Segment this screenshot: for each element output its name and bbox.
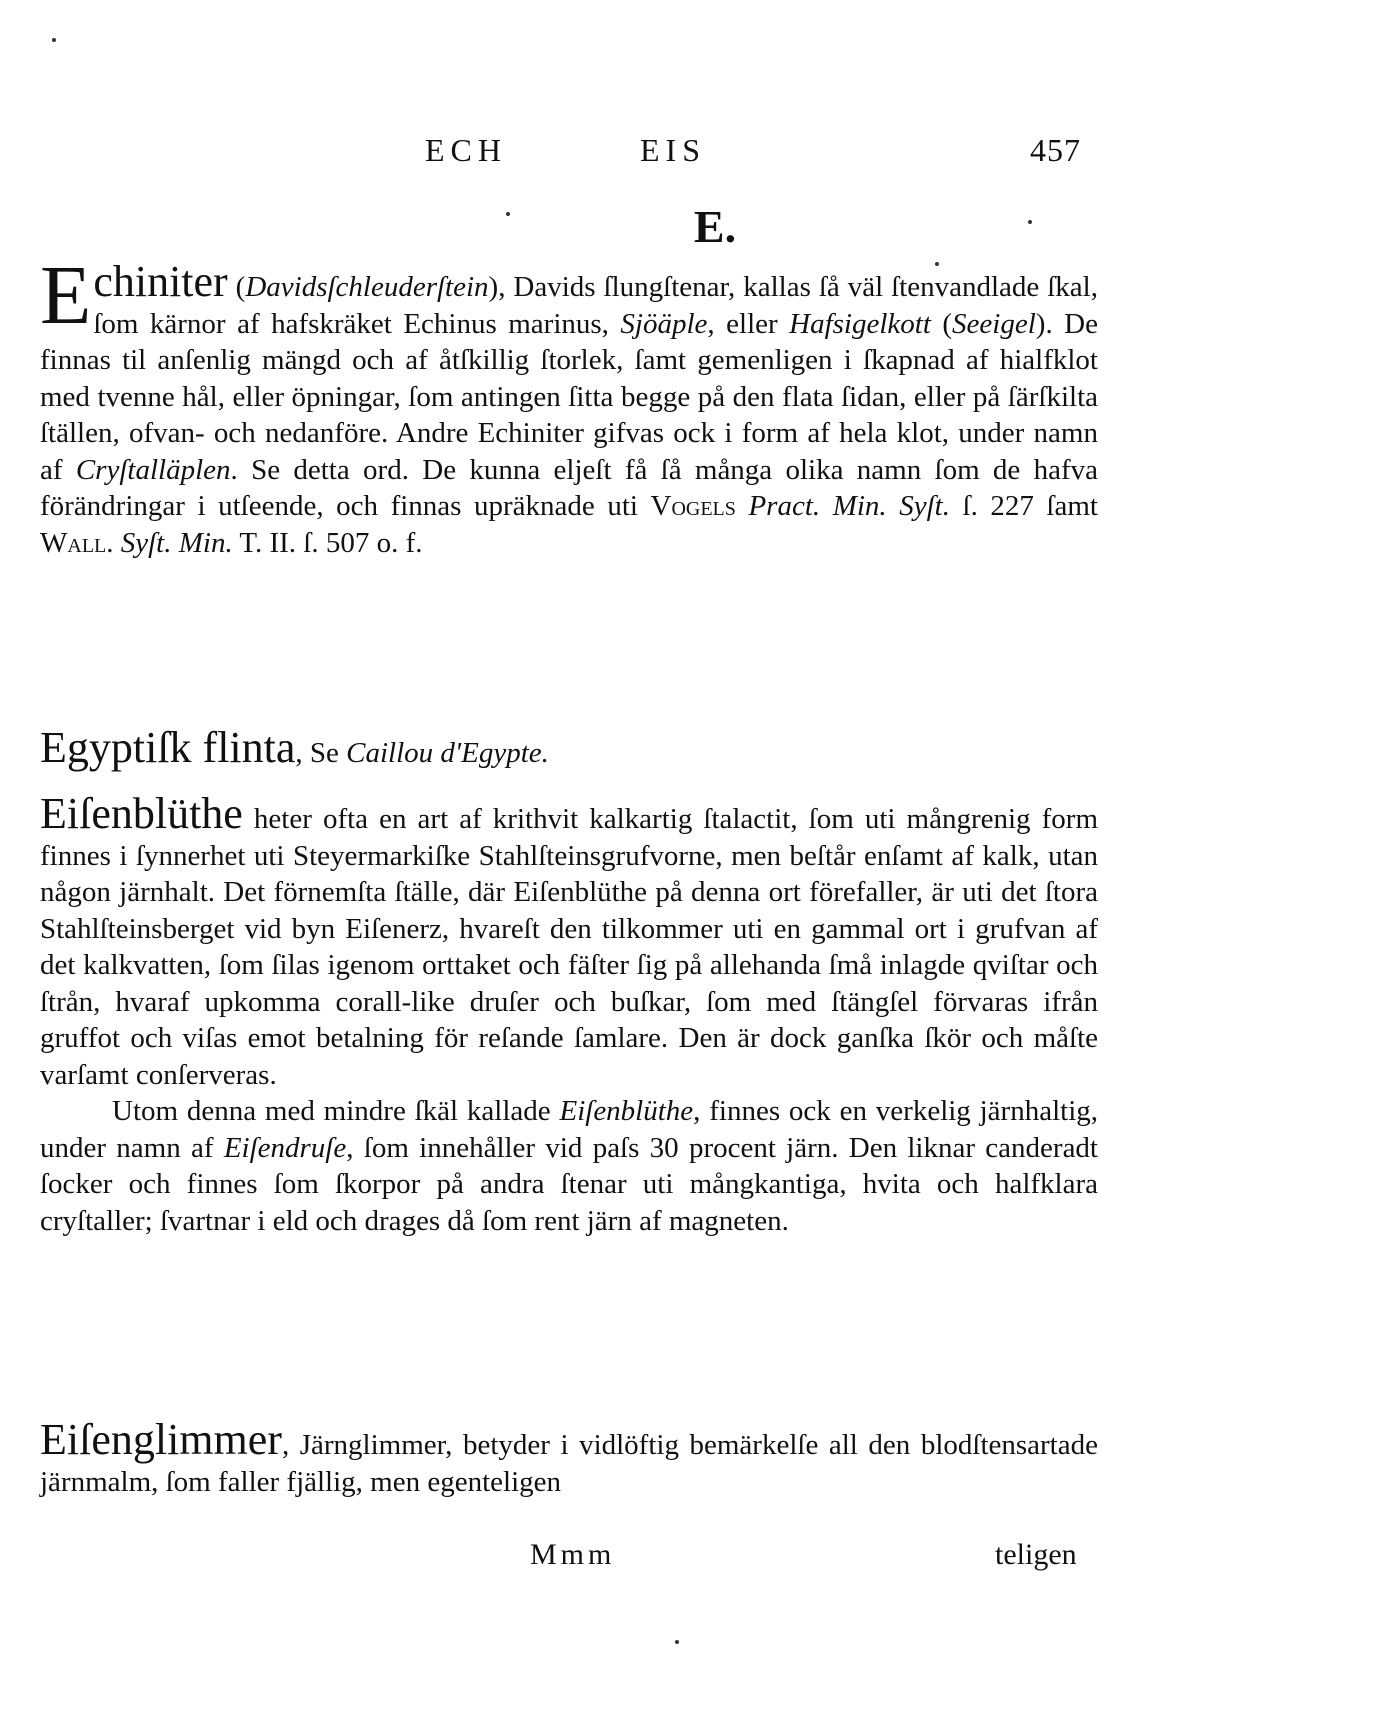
body-text: , Järnglimmer, betyder i vidlöftig bemärkelſe all den blodſtensartade järnmalm, ſom faller fjällig, men egenteligen	[40, 1429, 1098, 1498]
entry-paragraph-continued	[40, 1093, 1098, 1239]
body-text: , eller	[707, 307, 790, 340]
italic-text: Syſt. Min.	[120, 526, 233, 559]
entry-body	[40, 271, 1098, 559]
body-text: ), Davids ſlungſtenar, kallas ſå väl ſtenvandlade ſkal, ſom kärnor af hafskräket Echinus marinus,	[93, 271, 1098, 340]
italic-text: Caillou d'Egypte.	[346, 737, 549, 769]
body-text: (	[930, 307, 953, 340]
running-head	[0, 132, 1400, 172]
body-text: (	[227, 271, 246, 303]
entry-echiniter	[40, 249, 1099, 561]
entry-headword: Eiſenglimmer	[40, 1415, 282, 1464]
entry-headword: Eiſenblüthe	[40, 789, 243, 838]
signature-mark: Mmm	[530, 1538, 616, 1571]
entry-body	[40, 1095, 1098, 1237]
body-text: , Se	[295, 737, 347, 769]
section-letter: E.	[693, 201, 737, 252]
italic-text: Cryſtalläplen	[75, 453, 231, 486]
entry-headword: chiniter	[93, 257, 228, 306]
entry-paragraph	[40, 249, 1099, 561]
entry-paragraph	[40, 723, 1098, 772]
entry-egyptisk-flinta	[40, 723, 1098, 772]
entry-eisenbluthe	[40, 789, 1098, 1239]
body-text: . Se detta ord. De kunna eljeſt få ſå många olika namn ſom de hafva förändringar i utſeende, och finnas upräknade uti	[40, 453, 1099, 522]
italic-text: Seeigel	[952, 307, 1036, 340]
body-text	[736, 490, 749, 522]
body-text: heter ofta en art af krithvit kalkartig ſtalactit, ſom uti mångrenig form finnes i ſynnerhet uti Steyermarkiſke Stahlſteinsgrufvorne, men beſtår enſamt af kalk, utan någon järnhalt. Det förnemſta ſtälle, där Eiſenblüthe på denna ort förefaller, är uti det ſtora Stahlſteinsberget vid byn Eiſenerz, hvareſt den tilkommer uti en gammal ort i grufvan af det kalkvatten, ſom ſilas igenom orttaket och fäſter ſig på allehanda ſmå inlagde qviſtar och ſtrån, hvaraf upkomma corall-like druſer och buſkar, ſom med ſtängſel förvaras ifrån gruffot och viſas emot betalning för reſande ſamlare. Den är dock ganſka ſkör och måſte varſamt conſerveras.	[40, 803, 1098, 1091]
running-head-left: ECH	[425, 132, 507, 168]
entry-paragraph	[40, 1415, 1098, 1500]
entry-headword: Egyptiſk flinta	[40, 723, 296, 772]
italic-text: Hafsigelkott	[789, 307, 931, 340]
print-speck	[1028, 220, 1032, 224]
print-speck	[52, 38, 56, 42]
entry-eisenglimmer	[40, 1415, 1098, 1500]
italic-text: Eiſendruſe	[223, 1131, 347, 1164]
print-speck	[506, 212, 510, 216]
italic-text: Eiſenblüthe	[559, 1095, 694, 1127]
small-caps-text: Wall.	[40, 526, 114, 559]
entry-paragraph	[40, 789, 1098, 1093]
body-text: ſ. 227 ſamt	[949, 490, 1098, 522]
body-text: , ſom innehåller vid paſs 30 procent järn. Den liknar canderadt ſocker och finnes ſom ſkorpor på andra ſtenar uti mångkantiga, hvita och halfklara cryſtaller; ſvartnar i eld och drages då ſom rent järn af magneten.	[40, 1131, 1098, 1237]
small-caps-text: Vogels	[650, 490, 736, 522]
print-speck	[675, 1640, 679, 1644]
body-text	[114, 527, 121, 559]
body-text: Utom denna med mindre ſkäl kallade	[112, 1095, 560, 1127]
page-number: 457	[1030, 132, 1081, 168]
body-text: T. II. ſ. 507 o. f.	[232, 526, 423, 559]
body-text: , finnes ock en verkelig järnhaltig, under namn af	[40, 1095, 1098, 1164]
running-head-right: EIS	[640, 132, 706, 168]
italic-text: Pract. Min. Syſt.	[748, 490, 950, 522]
drop-cap: E	[40, 249, 92, 342]
entry-body	[40, 803, 1098, 1091]
catchline	[0, 1538, 1400, 1578]
italic-text: Davidsſchleuderſtein	[245, 271, 489, 303]
catchword: teligen	[995, 1538, 1077, 1571]
italic-text: Sjöäple	[620, 307, 708, 340]
print-speck	[935, 262, 939, 266]
body-text: ). De finnas til anſenlig mängd och af åtſkillig ſtorlek, ſamt gemenligen i ſkapnad af hialfklot med tvenne hål, eller öpningar, ſom antingen ſitta begge på den flata ſidan, eller på ſärſkilta ſtällen, ofvan- och nedanföre. Andre Echiniter gifvas ock i form af hela klot, under namn af	[40, 307, 1098, 486]
entry-body	[295, 737, 548, 769]
